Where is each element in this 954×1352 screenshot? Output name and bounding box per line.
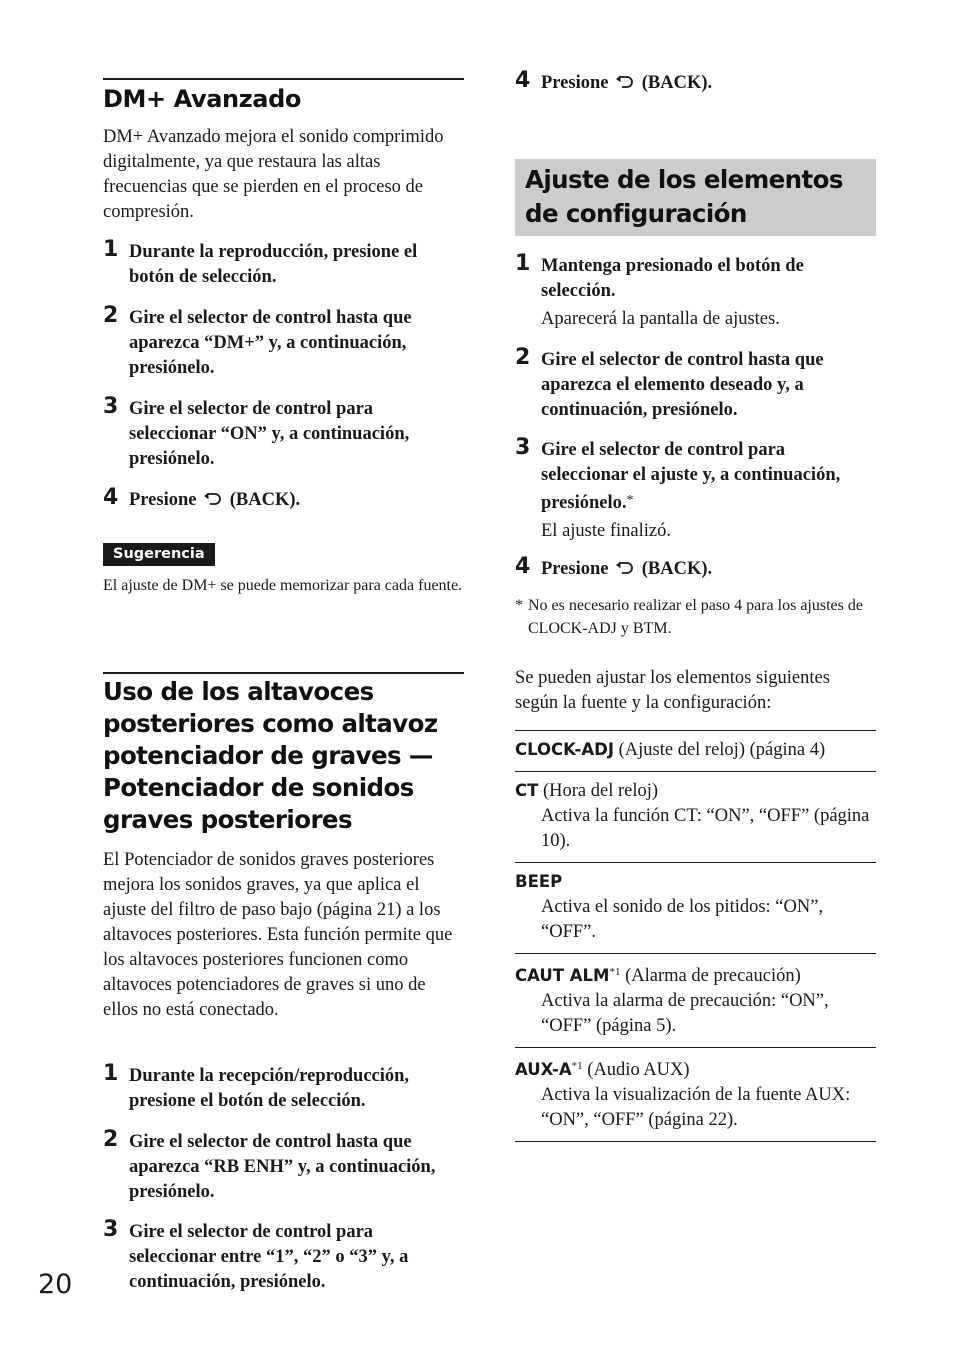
step-text: Gire el selector de control hasta que aparezca “DM+” y, a continuación, presiónelo.: [129, 308, 412, 378]
step-text-before: Presione: [129, 490, 197, 510]
step-number: 1: [103, 1061, 119, 1086]
settings-list: [515, 730, 876, 1142]
step-number: 1: [103, 237, 119, 262]
config-step-1: [515, 251, 876, 332]
step-text: Gire el selector de control hasta que aparezca el elemento deseado y, a continuación, presiónelo.: [541, 350, 824, 420]
rb-section-title: Uso de los altavoces posteriores como altavoz potenciador de graves — Potenciador de sonidos graves posteriores: [103, 677, 438, 834]
step-number: 4: [515, 554, 531, 579]
setting-caut-alm: [515, 954, 876, 1048]
back-arrow-icon: [615, 75, 635, 89]
back-arrow-icon: [203, 492, 223, 506]
setting-beep: [515, 863, 876, 954]
footnote-mark: *1: [571, 1060, 583, 1072]
config-step-2: [515, 345, 876, 423]
step-text: Durante la reproducción, presione el botón de selección.: [129, 242, 418, 287]
setting-aux-a: [515, 1048, 876, 1142]
setting-name: CT: [515, 781, 539, 800]
rb-intro-paragraph: El Potenciador de sonidos graves posteriores mejora los sonidos graves, ya que aplica el ajuste del filtro de paso bajo (página 21) a los altavoces posteriores. Esta función permite que los altavoces posteriores funcionen como altavoces potenciadores de graves si uno de ellos no está conectado.: [103, 850, 453, 1020]
step-text-after: (BACK).: [641, 73, 713, 93]
step-number: 4: [103, 485, 119, 510]
config-section-title: Ajuste de los elementos de configuración: [515, 159, 876, 236]
step-number: 3: [103, 394, 119, 419]
setting-name: CAUT ALM: [515, 966, 610, 985]
footnote: [515, 594, 876, 640]
setting-description: Activa la visualización de la fuente AUX: “ON”, “OFF” (página 22).: [541, 1085, 851, 1130]
setting-label: (Alarma de precaución): [620, 966, 801, 986]
step-number: 2: [103, 1127, 119, 1152]
footnote-mark: *: [626, 493, 634, 508]
setting-description: Activa el sonido de los pitidos: “ON”, “OFF”.: [541, 897, 824, 942]
dm-step-2: [103, 303, 464, 381]
step-text: Gire el selector de control hasta que aparezca “RB ENH” y, a continuación, presiónelo.: [129, 1132, 436, 1202]
step-text-after: (BACK).: [229, 490, 301, 510]
setting-ct: [515, 772, 876, 863]
setting-clock-adj: [515, 731, 876, 772]
setting-label: (Ajuste del reloj) (página 4): [613, 740, 826, 760]
footnote-text: No es necesario realizar el paso 4 para los ajustes de CLOCK-ADJ y BTM.: [528, 597, 863, 637]
footnote-mark: *: [515, 597, 523, 614]
dm-intro-paragraph: DM+ Avanzado mejora el sonido comprimido digitalmente, ya que restaura las altas frecuencias que se pierden en el proceso de compresión.: [103, 127, 444, 222]
step-text: [541, 438, 876, 516]
step-number: 4: [515, 68, 531, 93]
step-text-before: Presione: [541, 559, 609, 579]
rb-step-4: [515, 68, 876, 96]
step-text: Mantenga presionado el botón de selección.: [541, 256, 804, 301]
step-text: [541, 71, 876, 96]
rb-step-3: [103, 1217, 464, 1295]
setting-name: CLOCK-ADJ: [515, 740, 614, 759]
step-text: [541, 557, 876, 582]
step-note: El ajuste finalizó.: [541, 521, 671, 541]
dm-step-4: [103, 485, 464, 513]
setting-name: BEEP: [515, 872, 563, 891]
step-number: 1: [515, 251, 531, 276]
tip-text: El ajuste de DM+ se puede memorizar para cada fuente.: [103, 577, 463, 594]
step-note: Aparecerá la pantalla de ajustes.: [541, 309, 780, 329]
setting-label: (Audio AUX): [582, 1060, 690, 1080]
settings-intro: Se pueden ajustar los elementos siguientes según la fuente y la configuración:: [515, 668, 830, 713]
section-rule: [103, 672, 464, 674]
setting-name: AUX-A: [515, 1060, 572, 1079]
dm-step-3: [103, 394, 464, 472]
section-rule: [103, 78, 464, 80]
dm-section-title: DM+ Avanzado: [103, 85, 301, 113]
step-number: 3: [103, 1217, 119, 1242]
setting-description: Activa la alarma de precaución: “ON”, “OFF” (página 5).: [541, 991, 829, 1036]
step-number: 2: [103, 303, 119, 328]
rb-step-2: [103, 1127, 464, 1205]
step-text: Gire el selector de control para seleccionar entre “1”, “2” o “3” y, a continuación, presiónelo.: [129, 1222, 409, 1292]
footnote-mark: *1: [609, 966, 621, 978]
page-number: 20: [38, 1269, 73, 1300]
config-step-3: [515, 435, 876, 544]
step-number: 2: [515, 345, 531, 370]
step-text: Gire el selector de control para seleccionar “ON” y, a continuación, presiónelo.: [129, 399, 410, 469]
setting-description: Activa la función CT: “ON”, “OFF” (página 10).: [541, 806, 870, 851]
tip-badge: Sugerencia: [103, 543, 215, 566]
step-text-after: (BACK).: [641, 559, 713, 579]
step-text-main: Gire el selector de control para seleccionar el ajuste y, a continuación, presiónelo.: [541, 440, 841, 513]
rb-step-1: [103, 1061, 464, 1114]
step-text: [129, 488, 464, 513]
setting-label: (Hora del reloj): [538, 781, 659, 801]
step-text: Durante la recepción/reproducción, presione el botón de selección.: [129, 1066, 410, 1111]
step-text-before: Presione: [541, 73, 609, 93]
step-number: 3: [515, 435, 531, 460]
config-step-4: [515, 554, 876, 582]
dm-step-1: [103, 237, 464, 290]
back-arrow-icon: [615, 561, 635, 575]
